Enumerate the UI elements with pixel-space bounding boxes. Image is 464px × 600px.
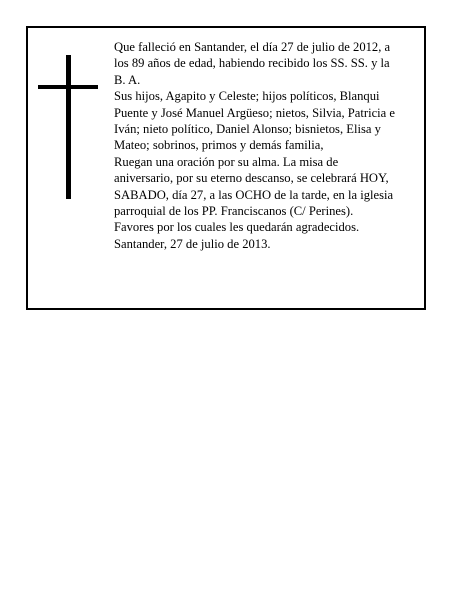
notice-line: SABADO, día 27, a las OCHO de la tarde, en la iglesia [114,187,394,202]
notice-line: Iván; nieto político, Daniel Alonso; bisnietos, Elisa y [114,122,381,137]
notice-line: Ruegan una oración por su alma. La misa de [114,154,339,169]
cross-horizontal-bar [38,85,98,89]
notice-line: aniversario, por su eterno descanso, se celebrará HOY, [114,171,389,186]
cross-vertical-bar [66,55,71,199]
notice-line: Puente y José Manuel Argüeso; nietos, Silvia, Patricia e [114,105,395,120]
notice-line: Que falleció en Santander, el día 27 de julio de 2012, a [114,40,391,54]
notice-line: Mateo; sobrinos, primos y demás familia, [114,138,324,153]
notice-line: Santander, 27 de julio de 2013. [114,236,271,251]
notice-line: los 89 años de edad, habiendo recibido los SS. SS. y la [114,56,390,71]
notice-line: Favores por los cuales les quedarán agradecidos. [114,220,360,235]
notice-line: B. A. [114,72,141,87]
obituary-notice [26,26,426,310]
notice-line: parroquial de los PP. Franciscanos (C/ Perines). [114,204,354,219]
notice-text [114,39,424,252]
notice-line: Sus hijos, Agapito y Celeste; hijos políticos, Blanqui [114,89,380,104]
